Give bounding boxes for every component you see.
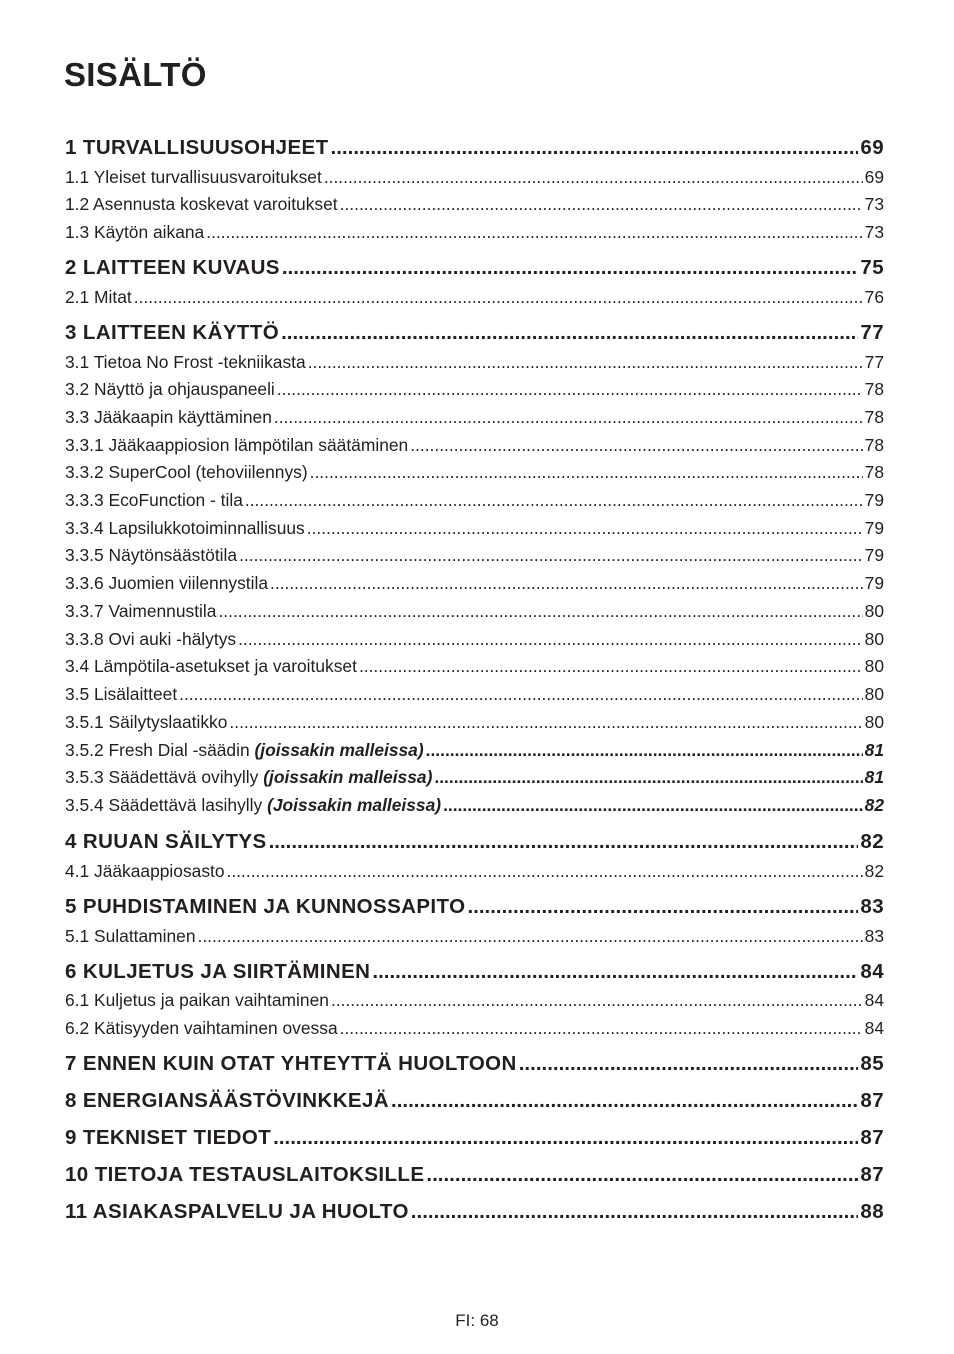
toc-chapter-row[interactable] xyxy=(65,256,884,282)
toc-entry-title xyxy=(65,462,308,483)
toc-entry-title xyxy=(65,194,338,215)
toc-entry-title xyxy=(65,136,329,160)
toc-page-number: 88 xyxy=(860,1200,884,1223)
toc-dot-leader xyxy=(277,379,863,400)
toc-entry-label: 3.3.1 Jääkaappiosion lämpötilan säätäminen xyxy=(65,435,409,455)
toc-page-number: 79 xyxy=(864,545,884,565)
toc-entry-label: 6 KULJETUS JA SIIRTÄMINEN xyxy=(65,960,371,983)
toc-entry-label: 3.3.3 EcoFunction - tila xyxy=(65,490,243,510)
toc-page-number: 73 xyxy=(864,194,884,214)
toc-page-number: 78 xyxy=(864,379,884,399)
toc-entry-note: (joissakin malleissa) xyxy=(263,767,433,787)
toc-page-number: 81 xyxy=(864,740,884,760)
toc-entry-label: 5 PUHDISTAMINEN JA KUNNOSSAPITO xyxy=(65,895,466,918)
toc-entry-label: 2.1 Mitat xyxy=(65,287,132,307)
toc-entry-label: 3.3.5 Näytönsäästötila xyxy=(65,545,238,565)
toc-chapter-row[interactable] xyxy=(65,1052,884,1078)
toc-entry-label: 5.1 Sulattaminen xyxy=(65,926,196,946)
toc-chapter-row[interactable] xyxy=(65,830,884,856)
toc-page-number: 84 xyxy=(864,990,884,1010)
toc-dot-leader xyxy=(281,321,858,345)
toc-entry-label: 6.1 Kuljetus ja paikan vaihtaminen xyxy=(65,990,329,1010)
toc-entry-title xyxy=(65,830,267,854)
toc-entry-title xyxy=(65,573,268,594)
toc-page-number: 82 xyxy=(864,861,884,881)
toc-entry-title xyxy=(65,1126,271,1150)
toc-page-number: 87 xyxy=(860,1089,884,1112)
toc-page-number: 82 xyxy=(860,830,884,853)
toc-entry-label: 3.4 Lämpötila-asetukset ja varoitukset xyxy=(65,656,357,676)
toc-dot-leader xyxy=(331,136,859,160)
toc-entry-title xyxy=(65,321,279,345)
toc-dot-leader xyxy=(426,740,863,761)
toc-page-number: 77 xyxy=(860,321,884,344)
toc-dot-leader xyxy=(391,1089,858,1113)
toc-page-number: 76 xyxy=(864,287,884,307)
toc-entry-label: 10 TIETOJA TESTAUSLAITOKSILLE xyxy=(65,1163,425,1186)
toc-entry-label: 8 ENERGIANSÄÄSTÖVINKKEJÄ xyxy=(65,1089,389,1112)
toc-entry-label: 4 RUUAN SÄILYTYS xyxy=(65,830,267,853)
toc-page-number: 80 xyxy=(864,684,884,704)
toc-dot-leader xyxy=(310,462,863,483)
toc-entry-label: 6.2 Kätisyyden vaihtaminen ovessa xyxy=(65,1018,338,1038)
toc-page-number: 79 xyxy=(864,490,884,510)
toc-section-row[interactable] xyxy=(65,1018,884,1040)
toc-page-number: 85 xyxy=(860,1052,884,1075)
toc-page-number: 79 xyxy=(864,518,884,538)
toc-page-number: 84 xyxy=(860,960,884,983)
toc-entry-label: 3.3 Jääkaapin käyttäminen xyxy=(65,407,272,427)
toc-page-number: 77 xyxy=(864,352,884,372)
toc-dot-leader xyxy=(218,601,862,622)
toc-entry-title xyxy=(65,545,237,566)
toc-section-row[interactable] xyxy=(65,407,884,429)
toc-entry-title xyxy=(65,656,357,677)
toc-dot-leader xyxy=(269,830,859,854)
toc-chapter-row[interactable] xyxy=(65,1126,884,1152)
toc-entry-title xyxy=(65,1163,424,1187)
toc-entry-label: 3.5.2 Fresh Dial -säädin xyxy=(65,740,250,760)
toc-page-number: 75 xyxy=(860,256,884,279)
toc-page-number: 79 xyxy=(864,573,884,593)
page-footer: FI: 68 xyxy=(455,1311,499,1330)
toc-entry-title xyxy=(65,287,132,308)
toc-page-number: 78 xyxy=(864,435,884,455)
toc-entry-label: 3.1 Tietoa No Frost -tekniikasta xyxy=(65,352,306,372)
toc-entry-title xyxy=(65,712,227,733)
toc-chapter-row[interactable] xyxy=(65,136,884,162)
toc-section-row[interactable] xyxy=(65,379,884,401)
toc-entry-label: 3.5 Lisälaitteet xyxy=(65,684,178,704)
toc-section-row[interactable] xyxy=(65,656,884,678)
toc-section-row[interactable] xyxy=(65,194,884,216)
toc-entry-title xyxy=(65,167,322,188)
toc-section-row[interactable] xyxy=(65,990,884,1012)
toc-entry-title xyxy=(65,407,272,428)
toc-entry-label: 3.5.3 Säädettävä ovihylly xyxy=(65,767,259,787)
toc-chapter-row[interactable] xyxy=(65,960,884,986)
toc-entry-title xyxy=(65,256,280,280)
toc-entry-label: 3.3.8 Ovi auki -hälytys xyxy=(65,629,237,649)
toc-dot-leader xyxy=(229,712,862,733)
toc-entry-title xyxy=(65,1018,338,1039)
toc-dot-leader xyxy=(308,352,863,373)
toc-entry-label: 1 TURVALLISUUSOHJEET xyxy=(65,136,329,159)
toc-entry-title xyxy=(65,601,216,622)
toc-dot-leader xyxy=(340,194,863,215)
toc-section-row[interactable] xyxy=(65,545,884,567)
toc-section-row[interactable] xyxy=(65,573,884,595)
toc-entry-title xyxy=(65,352,306,373)
toc-page-number: 80 xyxy=(864,629,884,649)
toc-entry-label: 11 ASIAKASPALVELU JA HUOLTO xyxy=(65,1200,409,1223)
toc-entry-label: 3.2 Näyttö ja ohjauspaneeli xyxy=(65,379,275,399)
toc-dot-leader xyxy=(179,684,863,705)
toc-dot-leader xyxy=(307,518,863,539)
toc-dot-leader xyxy=(519,1052,859,1076)
toc-entry-title xyxy=(65,1052,517,1076)
toc-entry-title xyxy=(65,518,305,539)
toc-dot-leader xyxy=(206,222,862,243)
toc-section-row[interactable] xyxy=(65,684,884,706)
toc-section-row[interactable] xyxy=(65,490,884,512)
toc-page-number: 78 xyxy=(864,407,884,427)
toc-page-number: 87 xyxy=(860,1126,884,1149)
toc-dot-leader xyxy=(410,435,862,456)
toc-dot-leader xyxy=(282,256,859,280)
toc-chapter-row[interactable] xyxy=(65,1089,884,1115)
toc-entry-title xyxy=(65,684,177,705)
toc-section-row[interactable] xyxy=(65,767,884,789)
toc-page-number: 69 xyxy=(860,136,884,159)
toc-page-number: 73 xyxy=(864,222,884,242)
toc-entry-title xyxy=(65,740,424,761)
toc-section-row[interactable] xyxy=(65,712,884,734)
toc-entry-title xyxy=(65,861,225,882)
toc-page-number: 78 xyxy=(864,462,884,482)
toc-section-row[interactable] xyxy=(65,518,884,540)
toc-page-number: 83 xyxy=(860,895,884,918)
toc-entry-title xyxy=(65,926,196,947)
toc-entry-label: 3.3.4 Lapsilukkotoiminnallisuus xyxy=(65,518,305,538)
toc-dot-leader xyxy=(426,1163,858,1187)
toc-section-row[interactable] xyxy=(65,629,884,651)
toc-entry-title xyxy=(65,990,329,1011)
toc-section-row[interactable] xyxy=(65,435,884,457)
toc-dot-leader xyxy=(270,573,863,594)
toc-dot-leader xyxy=(340,1018,863,1039)
toc-dot-leader xyxy=(411,1200,859,1224)
toc-entry-label: 2 LAITTEEN KUVAUS xyxy=(65,256,280,279)
toc-dot-leader xyxy=(467,895,858,919)
toc-dot-leader xyxy=(245,490,863,511)
toc-section-row[interactable] xyxy=(65,222,884,244)
toc-entry-label: 1.1 Yleiset turvallisuusvaroitukset xyxy=(65,167,322,187)
toc-entry-label: 3.3.2 SuperCool (tehoviilennys) xyxy=(65,462,308,482)
toc-dot-leader xyxy=(274,407,863,428)
toc-entry-label: 3.5.4 Säädettävä lasihylly xyxy=(65,795,263,815)
toc-entry-label: 7 ENNEN KUIN OTAT YHTEYTTÄ HUOLTOON xyxy=(65,1052,517,1075)
toc-page-number: 81 xyxy=(864,767,884,787)
toc-section-row[interactable] xyxy=(65,287,884,309)
toc-entry-title xyxy=(65,1089,389,1113)
toc-page-number: 80 xyxy=(864,656,884,676)
toc-chapter-row[interactable] xyxy=(65,1200,884,1226)
toc-entry-title xyxy=(65,960,370,984)
toc-section-row[interactable] xyxy=(65,352,884,374)
toc-section-row[interactable] xyxy=(65,167,884,189)
toc-entry-title xyxy=(65,767,432,788)
toc-section-row[interactable] xyxy=(65,740,884,762)
toc-dot-leader xyxy=(238,629,863,650)
toc-entry-title xyxy=(65,895,465,919)
toc-section-row[interactable] xyxy=(65,462,884,484)
toc-dot-leader xyxy=(134,287,863,308)
toc-page-number: 84 xyxy=(864,1018,884,1038)
toc-entry-label: 3.3.7 Vaimennustila xyxy=(65,601,217,621)
toc-page-number: 82 xyxy=(864,795,884,815)
toc-entry-title xyxy=(65,629,236,650)
toc-dot-leader xyxy=(372,960,858,984)
toc-dot-leader xyxy=(198,926,863,947)
toc-entry-label: 3.3.6 Juomien viilennystila xyxy=(65,573,268,593)
toc-page-number: 87 xyxy=(860,1163,884,1186)
toc-entry-label: 1.2 Asennusta koskevat varoitukset xyxy=(65,194,338,214)
page-title: SISÄLTÖ xyxy=(64,56,207,93)
toc-dot-leader xyxy=(331,990,863,1011)
toc-entry-title xyxy=(65,795,441,816)
toc-chapter-row[interactable] xyxy=(65,321,884,347)
toc-entry-title xyxy=(65,435,408,456)
toc-entry-title xyxy=(65,1200,409,1224)
toc-page-number: 83 xyxy=(864,926,884,946)
toc-section-row[interactable] xyxy=(65,795,884,817)
toc-dot-leader xyxy=(324,167,863,188)
toc-dot-leader xyxy=(227,861,863,882)
toc-entry-label: 4.1 Jääkaappiosasto xyxy=(65,861,225,881)
toc-chapter-row[interactable] xyxy=(65,1163,884,1189)
toc-page-number: 80 xyxy=(864,601,884,621)
toc-entry-label: 3 LAITTEEN KÄYTTÖ xyxy=(65,321,280,344)
toc-dot-leader xyxy=(443,795,863,816)
toc-page-number: 69 xyxy=(864,167,884,187)
toc-dot-leader xyxy=(359,656,863,677)
toc-section-row[interactable] xyxy=(65,601,884,623)
toc-entry-label: 9 TEKNISET TIEDOT xyxy=(65,1126,272,1149)
toc-entry-note: (joissakin malleissa) xyxy=(254,740,424,760)
toc-entry-label: 3.5.1 Säilytyslaatikko xyxy=(65,712,228,732)
toc-dot-leader xyxy=(434,767,862,788)
toc-entry-title xyxy=(65,222,204,243)
toc-page-number: 80 xyxy=(864,712,884,732)
toc-entry-title xyxy=(65,490,243,511)
toc-entry-note: (Joissakin malleissa) xyxy=(267,795,442,815)
toc-entry-label: 1.3 Käytön aikana xyxy=(65,222,205,242)
toc-section-row[interactable] xyxy=(65,861,884,883)
toc-chapter-row[interactable] xyxy=(65,895,884,921)
toc-dot-leader xyxy=(273,1126,858,1150)
toc-dot-leader xyxy=(239,545,863,566)
toc-section-row[interactable] xyxy=(65,926,884,948)
toc-entry-title xyxy=(65,379,275,400)
